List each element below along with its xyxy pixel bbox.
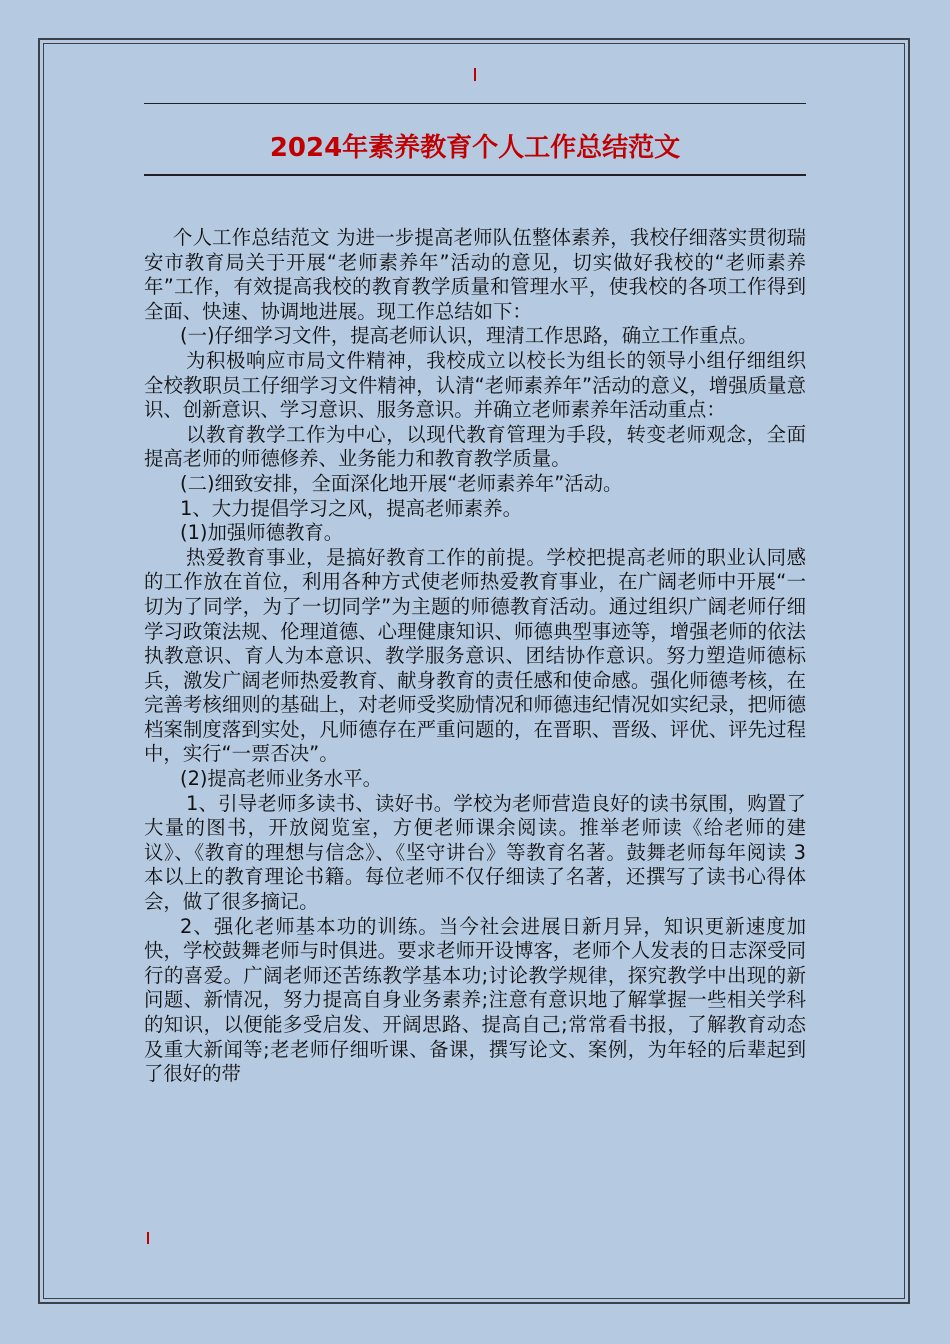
paragraph: 以教育教学工作为中心，以现代教育管理为手段，转变老师观念，全面提高老师的师德修养、业务能力和教育教学质量。 [144,422,806,471]
subheading: (2)提高老师业务水平。 [180,767,382,791]
paragraph: 热爱教育事业，是搞好教育工作的前提。学校把提高老师的职业认同感的工作放在首位，利用各种方式使老师热爱教育事业，在广阔老师中开展“一切为了同学，为了一切同学”为主题的师德教育活动。通过组织广阔老师仔细学习政策法规、伦理道德、心理健康知识、师德典型事迹等，增强老师的依法执教意识、育人为本意识、教学服务意识、团结协作意识。努力塑造师德标兵，激发广阔老师热爱教育、献身教育的责任感和使命感。强化师德考核，在完善考核细则的基础上，对老师受奖励情况和师德违纪情况如实纪录，把师德档案制度落到实处，凡师德存在严重问题的，在晋职、晋级、评优、评先过程中，实行“一票否决”。 [144,545,806,766]
paragraph: 1、引导老师多读书、读好书。学校为老师营造良好的读书氛围，购置了大量的图书，开放阅览室，方便老师课余阅读。推举老师读《给老师的建议》、《教育的理想与信念》、《坚守讲台》等教育名著。鼓舞老师每年阅读 3 本以上的教育理论书籍。每位老师不仅仔细读了名著，还撰写了读书心得体会，做了很多摘记。 [144,791,806,914]
paragraph: 为积极响应市局文件精神，我校成立以校长为组长的领导小组仔细组织全校教职员工仔细学习文件精神，认清“老师素养年”活动的意义，增强质量意识、创新意识、学习意识、服务意识。并确立老师素养年活动重点： [144,348,806,422]
heading-section-2: (二)细致安排，全面深化地开展“老师素养年”活动。 [180,471,623,495]
title-rule [144,174,806,176]
paragraph-intro: 个人工作总结范文 为进一步提高老师队伍整体素养，我校仔细落实贯彻瑞安市教育局关于开展“老师素养年”活动的意见，切实做好我校的“老师素养年”工作，有效提高我校的教育教学质量和管理水平，使我校的各项工作得到全面、快速、协调地进展。现工作总结如下： [144,226,806,323]
document-body [144,226,806,1087]
footer-margin-mark [147,1232,149,1244]
subheading: (1)加强师德教育。 [180,521,344,545]
paragraph: 2、强化老师基本功的训练。当今社会进展日新月异，知识更新速度加快，学校鼓舞老师与时俱进。要求老师开设博客，老师个人发表的日志深受同行的喜爱。广阔老师还苦练教学基本功;讨论教学规律，探究教学中出现的新问题、新情况，努力提高自身业务素养;注意有意识地了解掌握一些相关学科的知识，以便能多受启发、开阔思路、提高自己;常常看书报，了解教育动态及重大新闻等;老老师仔细听课、备课，撰写论文、案例，为年轻的后辈起到了很好的带 [144,914,806,1086]
document-title: 2024年素养教育个人工作总结范文 [269,133,681,163]
subheading: 1、大力提倡学习之风，提高老师素养。 [180,496,522,520]
heading-section-1: (一)仔细学习文件，提高老师认识，理清工作思路，确立工作重点。 [180,324,758,348]
header-rule [144,103,806,104]
header-margin-mark [474,68,476,81]
